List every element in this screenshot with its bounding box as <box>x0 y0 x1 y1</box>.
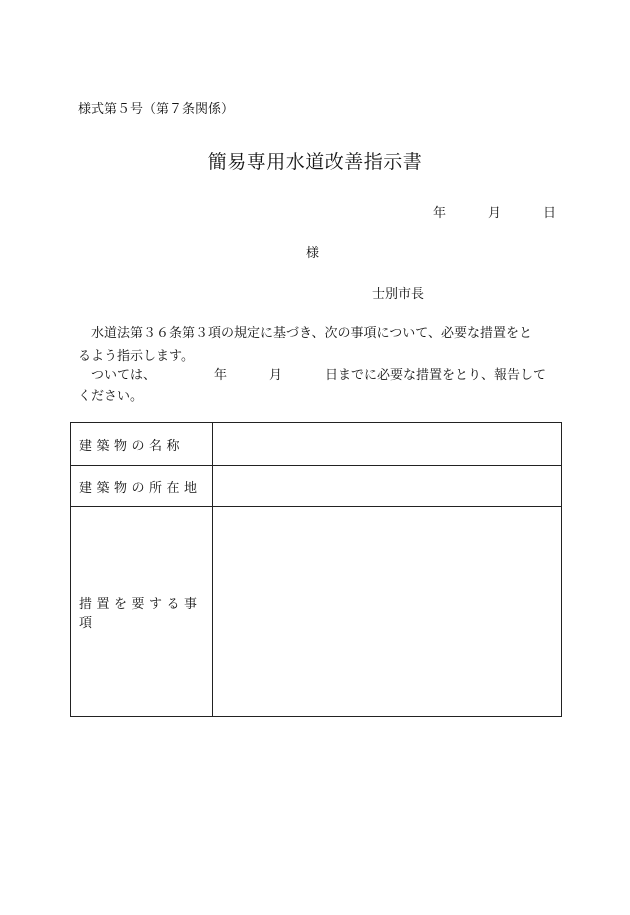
addressee-suffix: 様 <box>306 246 320 261</box>
table-row <box>71 466 562 507</box>
table-row <box>71 507 562 717</box>
deadline-month-label: 月 <box>269 368 283 383</box>
instruction-paragraph-line-1: 水道法第３６条第３項の規定に基づき、次の事項について、必要な措置をと <box>78 326 532 341</box>
date-month-label: 月 <box>488 206 502 221</box>
date-day-label: 日 <box>543 206 557 221</box>
deadline-year-label: 年 <box>214 368 228 383</box>
table-row <box>71 423 562 466</box>
building-name-label: 建築物の名称 <box>71 423 213 466</box>
date-year-label: 年 <box>433 206 447 221</box>
building-info-table <box>70 422 562 717</box>
required-measures-label: 措置を要する事項 <box>71 507 213 717</box>
issuer-name: 士別市長 <box>372 287 425 302</box>
required-measures-field[interactable] <box>213 507 562 717</box>
building-location-field[interactable] <box>213 466 562 507</box>
deadline-paragraph-start: ついては、 <box>78 368 157 383</box>
deadline-paragraph-tail: 日までに必要な措置をとり、報告して <box>325 368 547 383</box>
building-name-field[interactable] <box>213 423 562 466</box>
instruction-paragraph-line-2: るよう指示します。 <box>78 349 194 364</box>
deadline-paragraph-line-2: ください。 <box>78 389 144 404</box>
document-title: 簡易専用水道改善指示書 <box>207 151 423 173</box>
form-number: 様式第５号（第７条関係） <box>78 102 235 117</box>
building-location-label: 建築物の所在地 <box>71 466 213 507</box>
